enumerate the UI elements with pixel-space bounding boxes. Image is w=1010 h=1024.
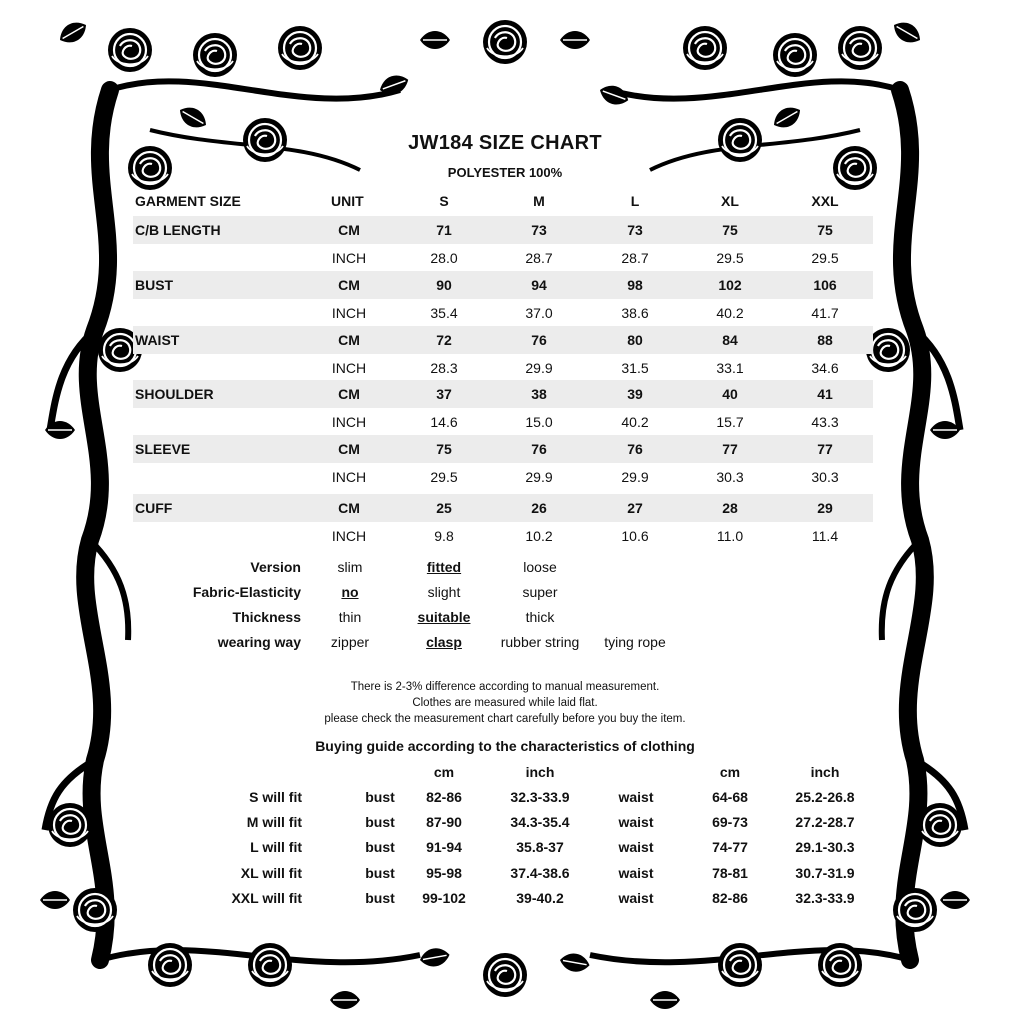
attribute-option-selected: fitted	[426, 559, 462, 575]
inch-value: 37.0	[525, 305, 553, 321]
row-band	[133, 494, 873, 522]
inch-value: 28.3	[430, 360, 458, 376]
cm-value: 39	[627, 386, 643, 402]
cm-value: 40	[722, 386, 738, 402]
cm-value: 38	[531, 386, 547, 402]
inch-value: 15.0	[525, 414, 553, 430]
row-band	[133, 380, 873, 408]
inch-value: 11.0	[716, 528, 744, 544]
inch-value: 9.8	[434, 528, 454, 544]
cm-value: 106	[813, 277, 837, 293]
guide-bust-inch: 34.3-35.4	[510, 814, 570, 830]
cm-value: 71	[436, 222, 452, 238]
unit-inch: INCH	[331, 250, 367, 266]
inch-value: 10.6	[621, 528, 649, 544]
guide-bust-label: bust	[365, 814, 395, 830]
inch-value: 29.9	[525, 360, 553, 376]
size-header-xl: XL	[721, 193, 739, 209]
guide-bust-cm: 87-90	[426, 814, 462, 830]
attribute-option-selected: clasp	[426, 634, 462, 650]
unit-cm: CM	[338, 222, 360, 238]
guide-fit: XL will fit	[240, 865, 302, 881]
attribute-label: Thickness	[232, 609, 301, 625]
attribute-option: thin	[338, 609, 362, 625]
attribute-option: super	[522, 584, 558, 600]
guide-bust-cm: 91-94	[426, 839, 462, 855]
guide-waist-cm: 74-77	[712, 839, 748, 855]
inch-value: 38.6	[621, 305, 649, 321]
inch-value: 41.7	[811, 305, 839, 321]
cm-value: 80	[627, 332, 643, 348]
size-header-l: L	[630, 193, 640, 209]
inch-value: 33.1	[716, 360, 744, 376]
guide-bust-cm: 95-98	[426, 865, 462, 881]
cm-value: 27	[627, 500, 643, 516]
unit-cm: CM	[338, 277, 360, 293]
inch-value: 15.7	[716, 414, 744, 430]
header-garment-size: GARMENT SIZE	[135, 193, 241, 209]
attribute-label: wearing way	[217, 634, 301, 650]
attribute-option: tying rope	[604, 634, 666, 650]
guide-waist-cm: 78-81	[712, 865, 748, 881]
guide-header-waist-inch: inch	[810, 764, 840, 780]
row-band	[133, 216, 873, 244]
measurement-label: SLEEVE	[135, 441, 191, 457]
cm-value: 77	[722, 441, 738, 457]
inch-value: 31.5	[621, 360, 649, 376]
guide-header-bust-inch: inch	[525, 764, 555, 780]
cm-value: 73	[531, 222, 547, 238]
guide-fit: XXL will fit	[231, 890, 302, 906]
cm-value: 41	[817, 386, 833, 402]
cm-value: 25	[436, 500, 452, 516]
cm-value: 75	[817, 222, 833, 238]
header-unit: UNIT	[331, 193, 364, 209]
cm-value: 76	[531, 441, 547, 457]
guide-waist-inch: 30.7-31.9	[795, 865, 855, 881]
guide-waist-inch: 27.2-28.7	[795, 814, 855, 830]
attribute-label: Version	[250, 559, 301, 575]
inch-value: 29.5	[716, 250, 744, 266]
unit-inch: INCH	[331, 305, 367, 321]
inch-value: 34.6	[811, 360, 839, 376]
guide-bust-inch: 37.4-38.6	[510, 865, 570, 881]
attribute-option: loose	[523, 559, 557, 575]
guide-bust-label: bust	[365, 890, 395, 906]
note-line-1: There is 2-3% difference according to manual measurement.	[350, 681, 660, 693]
cm-value: 98	[627, 277, 643, 293]
guide-waist-cm: 69-73	[712, 814, 748, 830]
inch-value: 30.3	[716, 469, 744, 485]
inch-value: 30.3	[811, 469, 839, 485]
note-line-3: please check the measurement chart carefully before you buy the item.	[324, 713, 686, 725]
guide-waist-label: waist	[618, 865, 654, 881]
inch-value: 29.9	[621, 469, 649, 485]
cm-value: 90	[436, 277, 452, 293]
cm-value: 75	[722, 222, 738, 238]
guide-waist-cm: 82-86	[712, 890, 748, 906]
guide-bust-inch: 35.8-37	[516, 839, 564, 855]
row-band	[133, 271, 873, 299]
unit-cm: CM	[338, 386, 360, 402]
measurement-label: WAIST	[135, 332, 180, 348]
inch-value: 29.9	[525, 469, 553, 485]
guide-waist-label: waist	[618, 814, 654, 830]
measurement-label: CUFF	[135, 500, 173, 516]
inch-value: 28.0	[430, 250, 458, 266]
inch-value: 40.2	[716, 305, 744, 321]
guide-bust-inch: 32.3-33.9	[510, 789, 570, 805]
size-header-m: M	[533, 193, 545, 209]
cm-value: 76	[627, 441, 643, 457]
cm-value: 26	[531, 500, 547, 516]
guide-bust-label: bust	[365, 865, 395, 881]
inch-value: 40.2	[621, 414, 649, 430]
guide-bust-inch: 39-40.2	[516, 890, 564, 906]
guide-waist-label: waist	[618, 789, 654, 805]
chart-title: JW184 SIZE CHART	[408, 132, 602, 154]
inch-value: 43.3	[811, 414, 839, 430]
buying-guide-title: Buying guide according to the characteristics of clothing	[315, 738, 695, 754]
cm-value: 75	[436, 441, 452, 457]
guide-waist-cm: 64-68	[712, 789, 748, 805]
cm-value: 77	[817, 441, 833, 457]
unit-cm: CM	[338, 441, 360, 457]
guide-fit: L will fit	[250, 839, 302, 855]
cm-value: 88	[817, 332, 833, 348]
cm-value: 28	[722, 500, 738, 516]
measurement-label: C/B LENGTH	[135, 222, 221, 238]
inch-value: 28.7	[525, 250, 553, 266]
guide-bust-cm: 82-86	[426, 789, 462, 805]
cm-value: 72	[436, 332, 452, 348]
attribute-option-selected: suitable	[417, 609, 471, 625]
unit-cm: CM	[338, 500, 360, 516]
inch-value: 10.2	[525, 528, 553, 544]
size-header-s: S	[439, 193, 449, 209]
unit-cm: CM	[338, 332, 360, 348]
attribute-option: rubber string	[500, 634, 580, 650]
cm-value: 102	[718, 277, 742, 293]
inch-value: 14.6	[430, 414, 458, 430]
guide-waist-label: waist	[618, 839, 654, 855]
inch-value: 28.7	[621, 250, 649, 266]
measurement-label: BUST	[135, 277, 174, 293]
row-band	[133, 435, 873, 463]
guide-waist-inch: 25.2-26.8	[795, 789, 855, 805]
row-band	[133, 326, 873, 354]
guide-header-waist-cm: cm	[719, 764, 741, 780]
guide-waist-inch: 32.3-33.9	[795, 890, 855, 906]
cm-value: 76	[531, 332, 547, 348]
inch-value: 29.5	[430, 469, 458, 485]
unit-inch: INCH	[331, 469, 367, 485]
attribute-option: zipper	[330, 634, 370, 650]
guide-bust-label: bust	[365, 839, 395, 855]
attribute-option-selected: no	[341, 584, 359, 600]
attribute-option: slim	[337, 559, 363, 575]
cm-value: 94	[531, 277, 547, 293]
unit-inch: INCH	[331, 414, 367, 430]
inch-value: 35.4	[430, 305, 458, 321]
guide-fit: S will fit	[249, 789, 302, 805]
cm-value: 73	[627, 222, 643, 238]
measurement-label: SHOULDER	[135, 386, 214, 402]
attribute-label: Fabric-Elasticity	[192, 584, 301, 600]
inch-value: 29.5	[811, 250, 839, 266]
cm-value: 37	[436, 386, 452, 402]
cm-value: 84	[722, 332, 738, 348]
guide-bust-label: bust	[365, 789, 395, 805]
guide-waist-label: waist	[618, 890, 654, 906]
guide-bust-cm: 99-102	[422, 890, 466, 906]
cm-value: 29	[817, 500, 833, 516]
unit-inch: INCH	[331, 528, 367, 544]
size-header-xxl: XXL	[811, 193, 839, 209]
guide-waist-inch: 29.1-30.3	[795, 839, 855, 855]
attribute-option: thick	[525, 609, 555, 625]
guide-header-bust-cm: cm	[433, 764, 455, 780]
unit-inch: INCH	[331, 360, 367, 376]
inch-value: 11.4	[811, 528, 839, 544]
attribute-option: slight	[427, 584, 461, 600]
note-line-2: Clothes are measured while laid flat.	[412, 697, 598, 709]
guide-fit: M will fit	[246, 814, 302, 830]
material-subtitle: POLYESTER 100%	[447, 165, 563, 180]
